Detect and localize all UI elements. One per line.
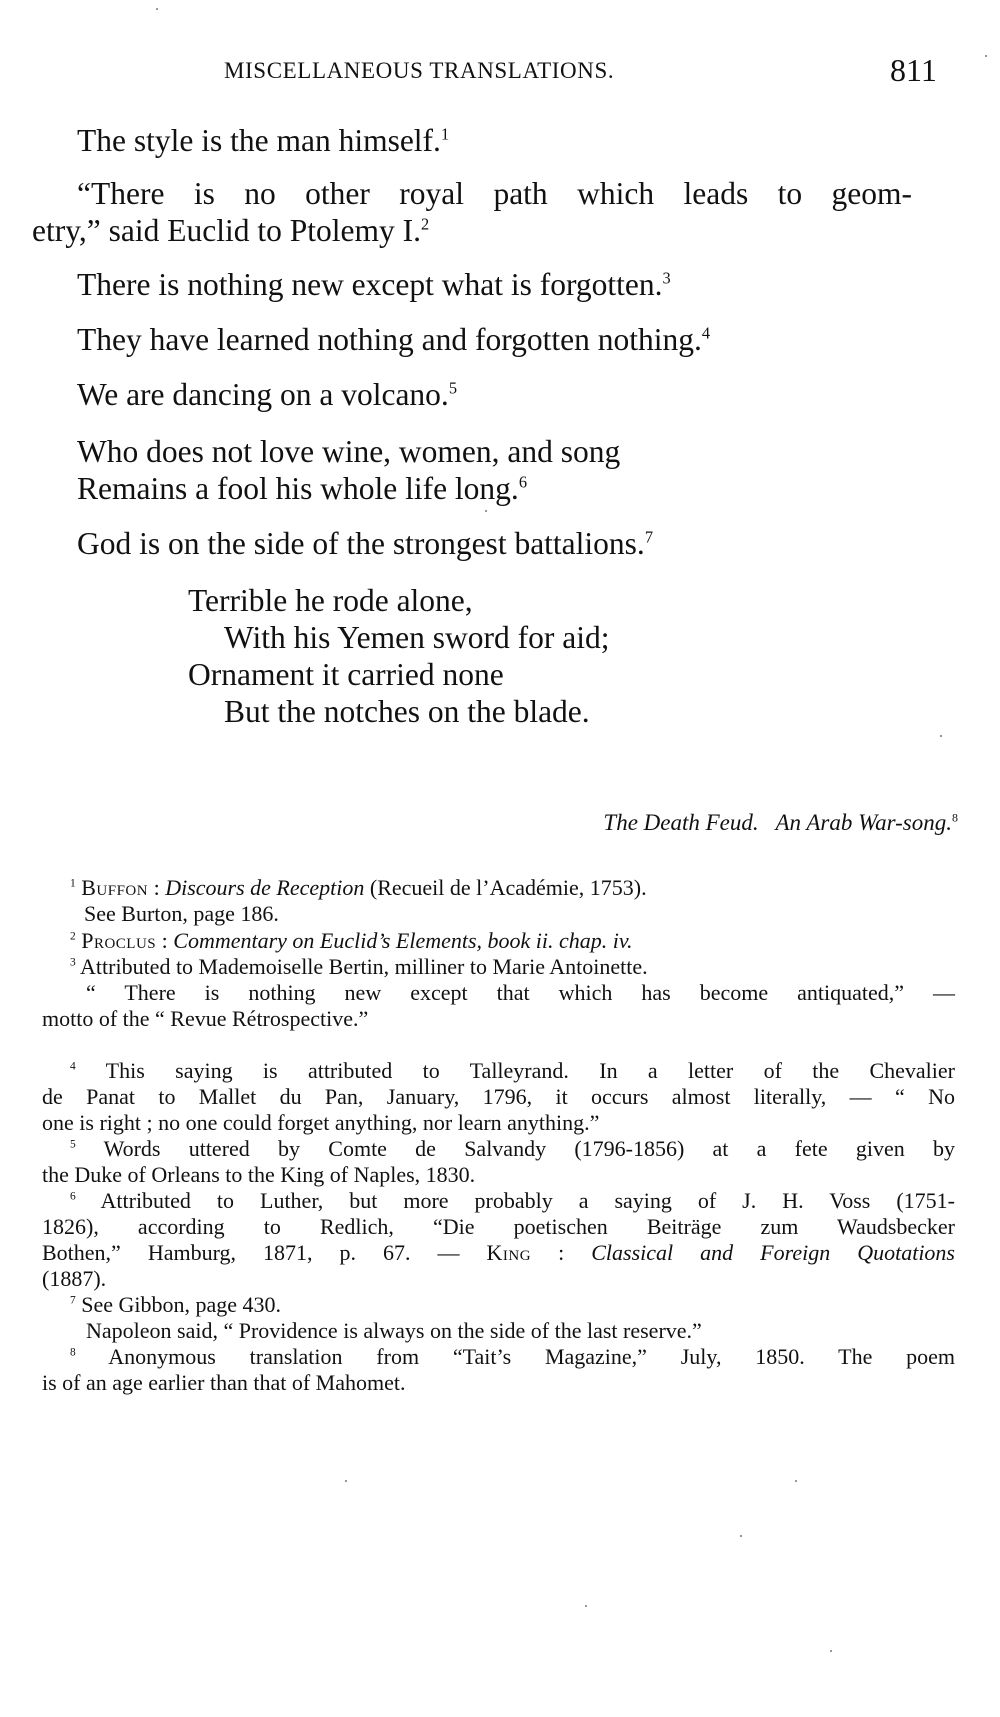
footnote-text: book ii. chap. iv. bbox=[482, 928, 633, 953]
page-number: 811 bbox=[890, 52, 937, 88]
footnote-text: 1826), according to Redlich, “Die poetischen Beiträge zum Waudsbecker bbox=[42, 1214, 955, 1239]
scan-speck bbox=[940, 735, 942, 737]
poem-line: But the notches on the blade. bbox=[224, 694, 590, 729]
footnote-text: Attributed to Luther, but more probably a saying of J. H. Voss (1751- bbox=[100, 1188, 955, 1213]
quote-2 bbox=[32, 175, 912, 249]
footnote-ref: 6 bbox=[518, 472, 527, 492]
footnote-number: 6 bbox=[70, 1190, 76, 1203]
footnote-number: 4 bbox=[70, 1060, 76, 1073]
footnote-title: Classical and Foreign Quotations bbox=[591, 1240, 955, 1265]
footnote-author: Buffon bbox=[81, 875, 149, 900]
footnote-author: Proclus bbox=[81, 928, 157, 953]
quote-7 bbox=[77, 525, 653, 562]
quote-1 bbox=[77, 122, 449, 159]
footnote-number: 2 bbox=[70, 930, 76, 943]
quote-line: Who does not love wine, women, and song bbox=[77, 434, 621, 469]
footnote-text: de Panat to Mallet du Pan, January, 1796, it occurs almost literally, — “ No bbox=[42, 1084, 955, 1109]
footnote-number: 3 bbox=[70, 956, 76, 969]
scan-speck bbox=[585, 1605, 587, 1607]
quote-line: Remains a fool his whole life long. bbox=[77, 471, 519, 506]
footnote-title: Discours de Reception bbox=[165, 875, 365, 900]
running-title: MISCELLANEOUS TRANSLATIONS. bbox=[224, 58, 615, 83]
footnote-5 bbox=[42, 1136, 955, 1188]
footnote-title: Commentary on Euclid’s Elements, bbox=[173, 928, 483, 953]
quote-text: We are dancing on a volcano. bbox=[77, 377, 449, 412]
quote-5 bbox=[77, 376, 457, 413]
footnote-text: motto of the “ Revue Rétrospective.” bbox=[42, 1006, 369, 1031]
footnote-text: See Burton, page 186. bbox=[84, 901, 279, 926]
footnote-text: Anonymous translation from “Tait’s Magazine,” July, 1850. The poem bbox=[108, 1344, 955, 1369]
footnote-4 bbox=[42, 1058, 955, 1136]
scan-speck bbox=[485, 510, 487, 512]
footnote-text: Napoleon said, “ Providence is always on the side of the last reserve.” bbox=[86, 1318, 702, 1343]
footnote-number: 7 bbox=[70, 1294, 76, 1307]
scan-speck bbox=[156, 8, 158, 10]
footnote-text: This saying is attributed to Talleyrand. In a letter of the Chevalier bbox=[105, 1058, 955, 1083]
footnote-text: “ There is nothing new except that which has become antiquated,” — bbox=[86, 980, 955, 1005]
footnote-text: Words uttered by Comte de Salvandy (1796-1856) at a fete given by bbox=[103, 1136, 955, 1161]
footnote-1 bbox=[42, 875, 647, 927]
quote-line: “There is no other royal path which leads to geom- bbox=[77, 176, 912, 211]
quote-text: There is nothing new except what is forgotten. bbox=[77, 267, 663, 302]
footnote-text: See Gibbon, page 430. bbox=[81, 1292, 282, 1317]
footnote-number: 5 bbox=[70, 1138, 76, 1151]
footnote-separator: : bbox=[531, 1240, 592, 1265]
quote-text: The style is the man himself. bbox=[77, 123, 441, 158]
footnote-2 bbox=[42, 928, 633, 954]
quote-text: They have learned nothing and forgotten nothing. bbox=[77, 322, 702, 357]
footnote-text: Bothen,” Hamburg, 1871, p. 67. — bbox=[42, 1240, 487, 1265]
footnote-ref: 5 bbox=[448, 378, 457, 398]
footnote-8 bbox=[42, 1344, 955, 1396]
poem-line: Ornament it carried none bbox=[188, 657, 504, 692]
footnote-author: King bbox=[486, 1240, 532, 1265]
footnote-ref: 1 bbox=[440, 124, 450, 144]
footnote-3 bbox=[42, 954, 955, 1032]
quote-3 bbox=[77, 266, 671, 303]
quote-line: etry,” said Euclid to Ptolemy I. bbox=[32, 213, 421, 248]
footnote-text: one is right ; no one could forget anything, nor learn anything.” bbox=[42, 1110, 600, 1135]
footnote-ref: 8 bbox=[952, 810, 958, 825]
attribution-subtitle: An Arab War-song. bbox=[775, 810, 953, 835]
footnote-6 bbox=[42, 1188, 955, 1292]
poem-line: Terrible he rode alone, bbox=[188, 583, 473, 618]
footnote-text: the Duke of Orleans to the King of Naples, 1830. bbox=[42, 1162, 476, 1187]
poem-attribution bbox=[603, 810, 958, 836]
scan-speck bbox=[345, 1480, 347, 1482]
footnote-text: is of an age earlier than that of Mahomet. bbox=[42, 1370, 406, 1395]
running-head bbox=[0, 52, 1000, 92]
quote-4 bbox=[77, 321, 710, 358]
poem-line: With his Yemen sword for aid; bbox=[224, 620, 610, 655]
scan-speck bbox=[830, 1650, 832, 1652]
attribution-title: The Death Feud. bbox=[603, 810, 759, 835]
poem bbox=[188, 582, 609, 730]
footnote-ref: 7 bbox=[644, 527, 653, 547]
footnote-separator: : bbox=[148, 875, 166, 900]
scan-speck bbox=[985, 55, 987, 57]
footnote-text: (1887). bbox=[42, 1266, 107, 1291]
footnote-number: 1 bbox=[70, 877, 76, 890]
scan-speck bbox=[740, 1535, 742, 1537]
footnote-text: Attributed to Mademoiselle Bertin, milliner to Marie Antoinette. bbox=[80, 954, 648, 979]
footnote-separator: : bbox=[156, 928, 174, 953]
scan-speck bbox=[795, 1480, 797, 1482]
footnote-ref: 4 bbox=[701, 323, 711, 343]
quote-text: God is on the side of the strongest battalions. bbox=[77, 526, 645, 561]
footnote-ref: 2 bbox=[421, 214, 430, 234]
footnote-7 bbox=[42, 1292, 702, 1344]
footnote-ref: 3 bbox=[662, 268, 671, 288]
quote-6 bbox=[77, 433, 620, 507]
footnote-text: (Recueil de l’Académie, 1753). bbox=[364, 875, 647, 900]
footnote-number: 8 bbox=[70, 1346, 76, 1359]
